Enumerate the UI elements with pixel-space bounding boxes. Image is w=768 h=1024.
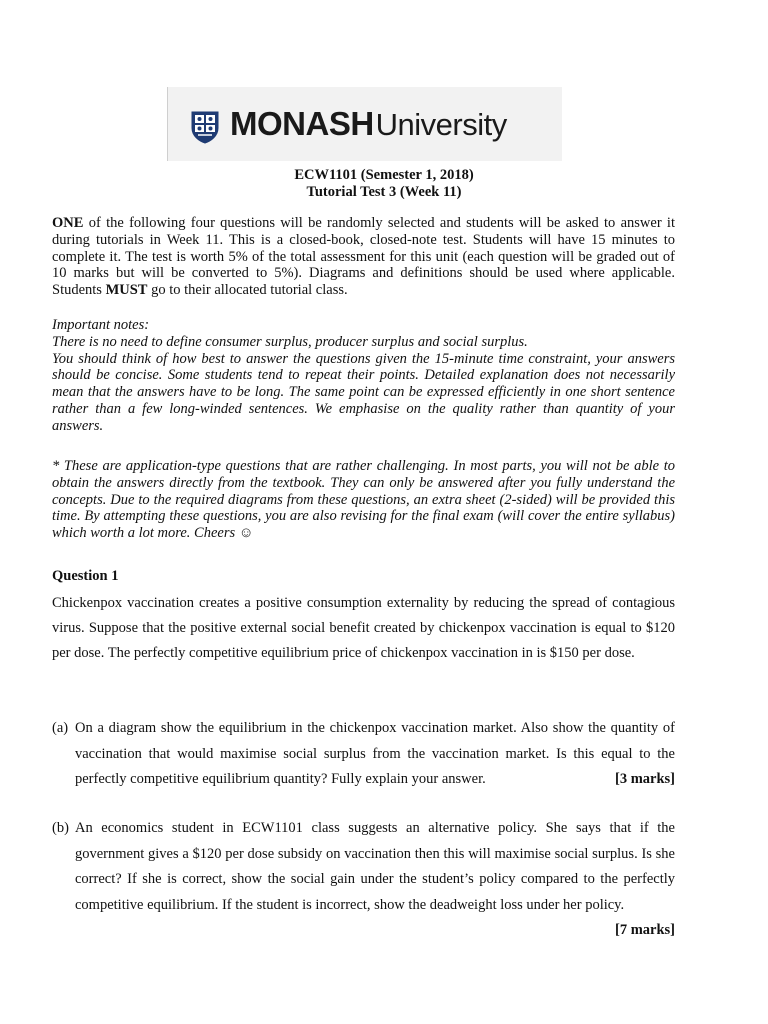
question-1-title: Question 1: [52, 568, 119, 584]
question-1-part-a: [52, 716, 675, 793]
part-b-marks: [7 marks]: [614, 922, 675, 938]
part-a-label: (a): [52, 720, 69, 736]
notes-heading: Important notes:: [52, 317, 150, 333]
logo-name-bold: MONASH: [230, 105, 374, 142]
question-1-body: Chickenpox vaccination creates a positive consumption externality by reducing the spread of contagious virus. Suppose that the positive external social benefit created by chickenpox vaccination is equal to $120 per dose. The perfectly competitive equilibrium price of chickenpox vaccination in is $150 per dose.: [52, 595, 675, 661]
part-a-marks: [3 marks]: [614, 771, 675, 787]
intro-lead-bold: ONE: [52, 215, 84, 231]
important-notes: [52, 317, 675, 435]
part-b-label: (b): [52, 820, 69, 836]
part-b-text: An economics student in ECW1101 class suggests an alternative policy. She says that if the government gives a $120 per dose subsidy on vaccination then this will maximise social surplus. Is she correct? If she is correct, show the social gain under the student’s policy compared to the perfectly competitive equilibrium. If the student is incorrect, show the deadweight loss under her policy.: [75, 820, 675, 913]
test-title: Tutorial Test 3 (Week 11): [306, 184, 462, 200]
notes-line-2: You should think of how best to answer the questions given the 15-minute time constraint, your answers should be concise. Some students tend to repeat their points. Detailed explanation does not necessarily mean that the answers have to be long. The same point can be expressed efficiently in one short sentence rather than a few long-winded sentences. We emphasise on the quality rather than quantity of your answers.: [52, 350, 675, 434]
intro-must-bold: MUST: [105, 282, 148, 299]
intro-paragraph: [52, 215, 675, 299]
university-logo: [167, 87, 562, 161]
course-heading: ECW1101 (Semester 1, 2018): [294, 167, 474, 183]
intro-text-2: go to their allocated tutorial class.: [147, 282, 348, 299]
university-name: [230, 105, 507, 143]
notes-line-1: There is no need to define consumer surplus, producer surplus and social surplus.: [52, 333, 528, 350]
part-a-text: On a diagram show the equilibrium in the chickenpox vaccination market. Also show the quantity of vaccination that would maximise social surplus from the vaccination market. Is this equal to the perfectly competitive equilibrium quantity? Fully explain your answer.: [75, 720, 675, 787]
application-question-note: * These are application-type questions that are rather challenging. In most parts, you will not be able to obtain the answers directly from the textbook. They can only be answered after you fully understand the concepts. Due to the required diagrams from these questions, an extra sheet (2-sided) will be provided this time. By attempting these questions, you are also revising for the final exam (will cover the entire syllabus) which worth a lot more. Cheers ☺: [52, 458, 675, 542]
university-crest-icon: [190, 110, 220, 144]
question-1-part-b: [52, 816, 675, 944]
intro-text-1: of the following four questions will be randomly selected and students will be asked to answer it during tutorials in Week 11. This is a closed-book, closed-note test. Students will have 15 minutes to complete it. The test is worth 5% of the total assessment for this unit (each question will be graded out of 10 marks but will be converted to 5%). Diagrams and definitions should be used where applicable. Students: [52, 215, 675, 299]
logo-name-light: University: [375, 107, 507, 142]
